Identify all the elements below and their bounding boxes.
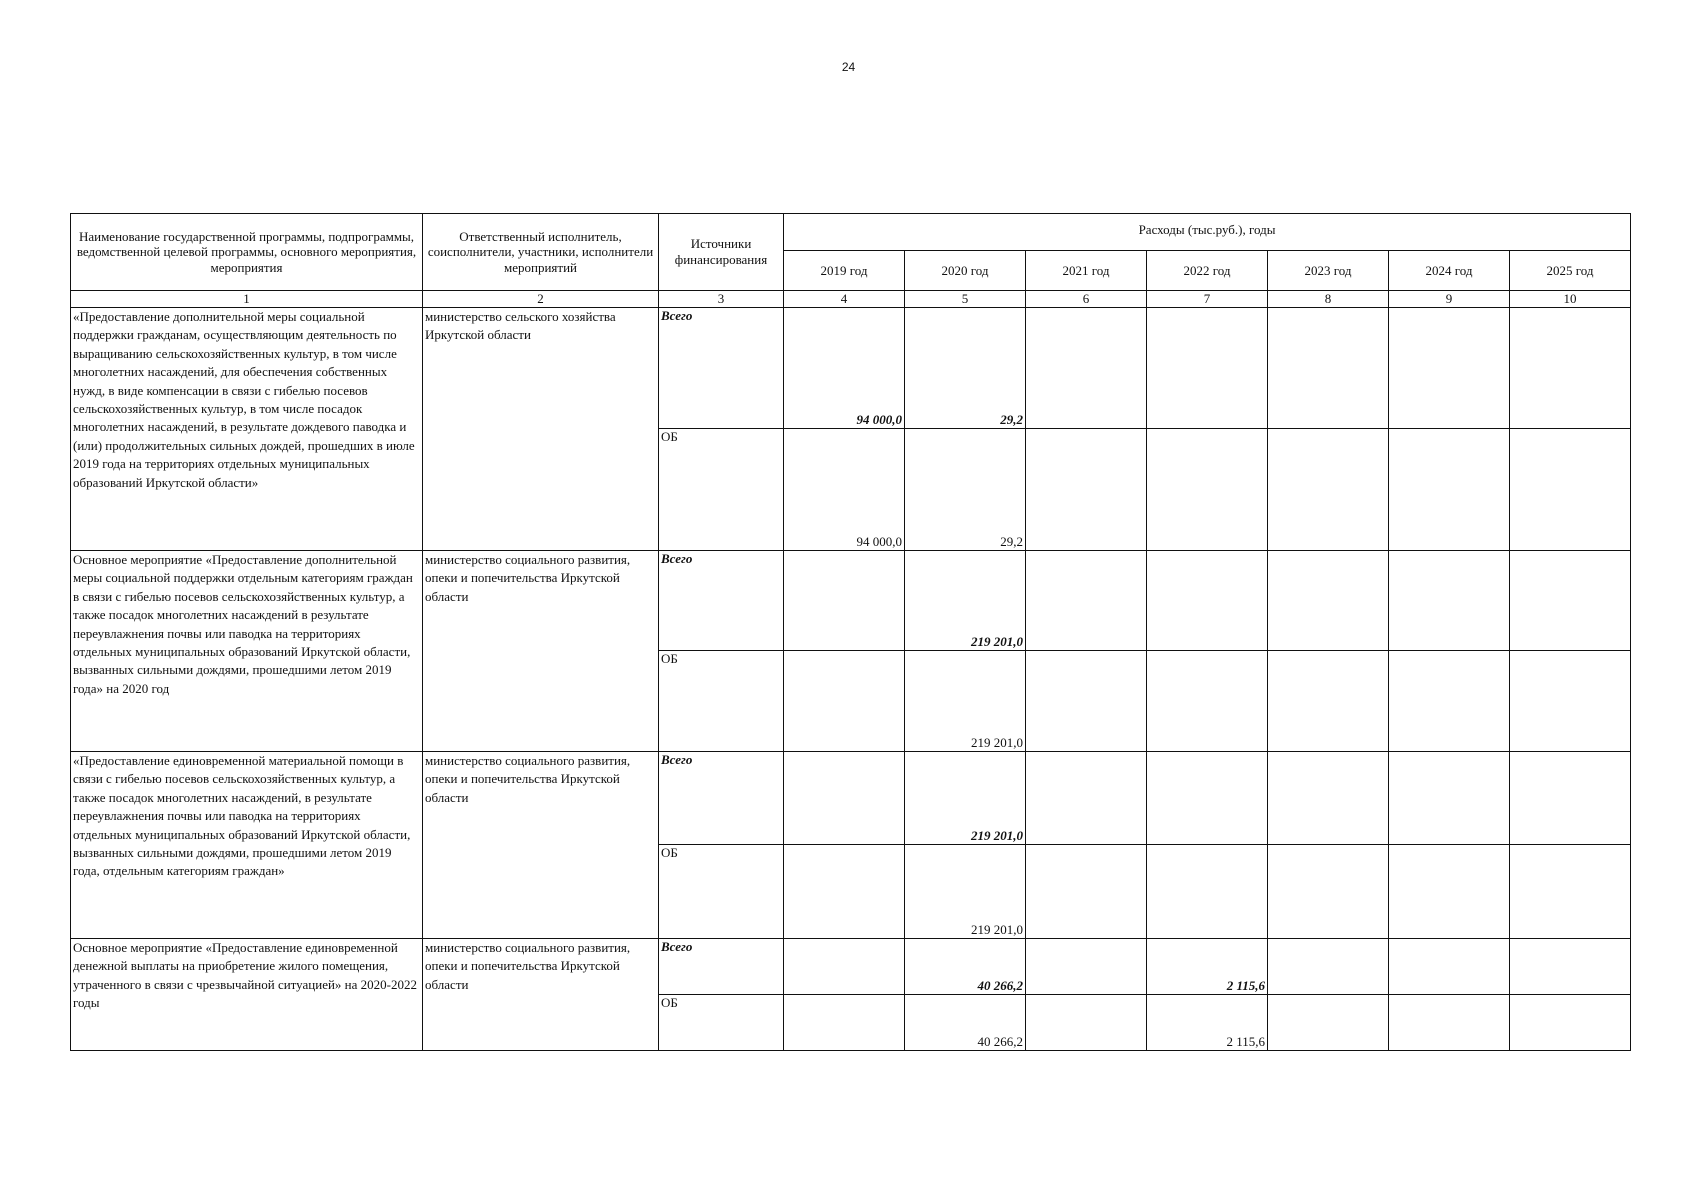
value-cell: 219 201,0 [905, 752, 1026, 845]
header-year: 2021 год [1026, 251, 1147, 291]
value-cell [1510, 308, 1631, 429]
table-row [71, 551, 1631, 651]
column-number: 1 [71, 291, 423, 308]
column-number: 9 [1389, 291, 1510, 308]
value-cell: 2 115,6 [1147, 939, 1268, 995]
header-year: 2024 год [1389, 251, 1510, 291]
value-cell [1026, 308, 1147, 429]
column-number: 4 [784, 291, 905, 308]
value-cell [1268, 651, 1389, 752]
funding-source: Всего [659, 308, 784, 429]
value-cell [1510, 939, 1631, 995]
funding-source: ОБ [659, 651, 784, 752]
measure-executor: министерство сельского хозяйства Иркутской области [423, 308, 659, 551]
value-cell [1389, 429, 1510, 551]
measure-name: Основное мероприятие «Предоставление единовременной денежной выплаты на приобретение жилого помещения, утраченного в связи с чрезвычайной ситуацией» на 2020-2022 годы [71, 939, 423, 1051]
value-cell [1510, 651, 1631, 752]
value-cell: 94 000,0 [784, 308, 905, 429]
table-row [71, 752, 1631, 845]
value-cell [1026, 429, 1147, 551]
measure-executor: министерство социального развития, опеки и попечительства Иркутской области [423, 752, 659, 939]
column-number: 6 [1026, 291, 1147, 308]
value-cell [1510, 752, 1631, 845]
value-cell [1268, 551, 1389, 651]
funding-source: ОБ [659, 845, 784, 939]
value-cell [1389, 845, 1510, 939]
value-cell [1268, 939, 1389, 995]
value-cell [1268, 429, 1389, 551]
column-numbers-row [71, 291, 1631, 308]
table-row [71, 308, 1631, 429]
header-expenses: Расходы (тыс.руб.), годы [784, 214, 1631, 251]
table-row [71, 939, 1631, 995]
value-cell [1389, 939, 1510, 995]
measure-name: Основное мероприятие «Предоставление дополнительной меры социальной поддержки отдельным категориям граждан в связи с гибелью посевов сельскохозяйственных культур, а также посадок многолетних насаждений в результате переувлажнения почвы или паводка на территориях отдельных муниципальных образований Иркутской области, вызванных сильными дождями, прошедшими летом 2019 года» на 2020 год [71, 551, 423, 752]
value-cell [1026, 551, 1147, 651]
value-cell [1147, 752, 1268, 845]
value-cell [784, 939, 905, 995]
value-cell: 219 201,0 [905, 551, 1026, 651]
value-cell [1510, 845, 1631, 939]
value-cell [1147, 551, 1268, 651]
header-source: Источники финансирования [659, 214, 784, 291]
value-cell [1026, 651, 1147, 752]
funding-source: Всего [659, 752, 784, 845]
value-cell [1389, 308, 1510, 429]
value-cell [1268, 845, 1389, 939]
funding-source: Всего [659, 939, 784, 995]
page-number: 24 [841, 60, 856, 74]
value-cell [1147, 651, 1268, 752]
value-cell [1268, 752, 1389, 845]
value-cell [1026, 845, 1147, 939]
value-cell [1026, 995, 1147, 1051]
funding-source: ОБ [659, 429, 784, 551]
value-cell: 40 266,2 [905, 939, 1026, 995]
value-cell [1510, 995, 1631, 1051]
header-year: 2023 год [1268, 251, 1389, 291]
measure-name: «Предоставление единовременной материальной помощи в связи с гибелью посевов сельскохозяйственных культур, а также посадок многолетних насаждений, в результате переувлажнения почвы или паводка на территориях отдельных муниципальных образований Иркутской области, вызванных сильными дождями, прошедшими летом 2019 года, отдельным категориям граждан» [71, 752, 423, 939]
value-cell [1147, 429, 1268, 551]
column-number: 2 [423, 291, 659, 308]
value-cell [1389, 752, 1510, 845]
value-cell [1389, 551, 1510, 651]
value-cell [1268, 308, 1389, 429]
column-number: 7 [1147, 291, 1268, 308]
column-number: 10 [1510, 291, 1631, 308]
value-cell: 94 000,0 [784, 429, 905, 551]
column-number: 8 [1268, 291, 1389, 308]
value-cell: 40 266,2 [905, 995, 1026, 1051]
value-cell [1510, 429, 1631, 551]
header-year: 2025 год [1510, 251, 1631, 291]
value-cell [1147, 845, 1268, 939]
value-cell [784, 651, 905, 752]
value-cell [1510, 551, 1631, 651]
value-cell: 2 115,6 [1147, 995, 1268, 1051]
column-number: 5 [905, 291, 1026, 308]
header-name: Наименование государственной программы, подпрограммы, ведомственной целевой программы, основного мероприятия, мероприятия [71, 214, 423, 291]
value-cell [1026, 939, 1147, 995]
value-cell [1268, 995, 1389, 1051]
value-cell [784, 551, 905, 651]
budget-table [70, 213, 1631, 1051]
value-cell [1026, 752, 1147, 845]
measure-name: «Предоставление дополнительной меры социальной поддержки гражданам, осуществляющим деятельность по выращиванию сельскохозяйственных культур, в том числе многолетних насаждений, для обеспечения собственных нужд, в виде компенсации в связи с гибелью посевов сельскохозяйственных культур, в том числе посадок многолетних насаждений, в результате дождевого паводка и (или) продолжительных сильных дождей, прошедших в июле 2019 года на территориях отдельных муниципальных образований Иркутской области» [71, 308, 423, 551]
value-cell: 29,2 [905, 308, 1026, 429]
measure-executor: министерство социального развития, опеки и попечительства Иркутской области [423, 939, 659, 1051]
value-cell [784, 752, 905, 845]
header-year: 2020 год [905, 251, 1026, 291]
measure-executor: министерство социального развития, опеки и попечительства Иркутской области [423, 551, 659, 752]
column-number: 3 [659, 291, 784, 308]
value-cell [784, 995, 905, 1051]
value-cell [1389, 651, 1510, 752]
funding-source: Всего [659, 551, 784, 651]
value-cell [784, 845, 905, 939]
value-cell: 219 201,0 [905, 651, 1026, 752]
value-cell [1389, 995, 1510, 1051]
header-executor: Ответственный исполнитель, соисполнители, участники, исполнители мероприятий [423, 214, 659, 291]
funding-source: ОБ [659, 995, 784, 1051]
value-cell: 219 201,0 [905, 845, 1026, 939]
header-year: 2019 год [784, 251, 905, 291]
value-cell [1147, 308, 1268, 429]
value-cell: 29,2 [905, 429, 1026, 551]
header-year: 2022 год [1147, 251, 1268, 291]
